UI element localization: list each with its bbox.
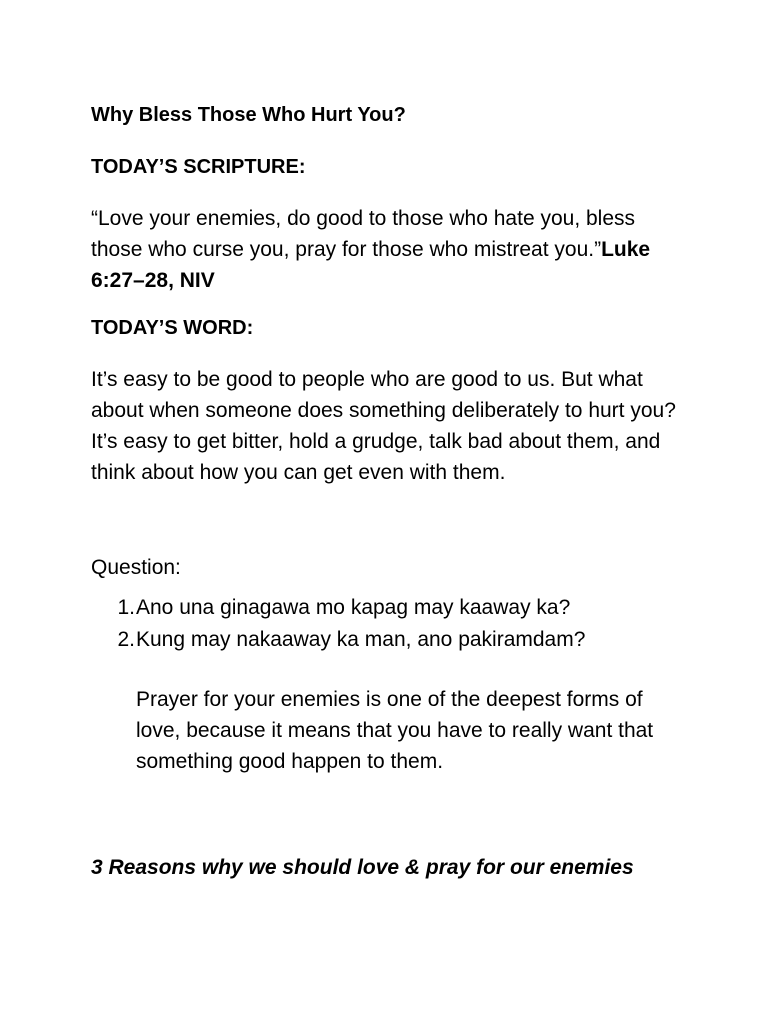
question-number: 1. [117, 596, 135, 619]
question-text: Ano una ginagawa mo kapag may kaaway ka? [136, 596, 571, 619]
question-label: Question: [91, 556, 181, 579]
scripture-reference: Luke 6:27–28, NIV [91, 238, 651, 292]
scripture-quote: “Love your enemies, do good to those who hate you, bless those who curse you, pray for those who mistreat you.” [91, 207, 636, 261]
question-text: Kung may nakaaway ka man, ano pakiramdam? [136, 628, 586, 651]
question-number: 2. [117, 628, 135, 651]
word-heading: TODAY’S WORD: [91, 317, 254, 339]
question-item [91, 624, 691, 655]
document-page [91, 100, 691, 883]
scripture-heading: TODAY’S SCRIPTURE: [91, 156, 306, 178]
document-title: Why Bless Those Who Hurt You? [91, 104, 406, 126]
scripture-paragraph [91, 203, 691, 296]
prayer-paragraph: Prayer for your enemies is one of the deepest forms of love, because it means that you have to really want that something good happen to them. [136, 688, 654, 773]
question-item [91, 592, 691, 623]
reasons-heading: 3 Reasons why we should love & pray for our enemies [91, 856, 634, 879]
word-paragraph: It’s easy to be good to people who are good to us. But what about when someone does something deliberately to hurt you? It’s easy to get bitter, hold a grudge, talk bad about them, and think about how you can get even with them. [91, 368, 676, 484]
question-list [91, 592, 691, 655]
